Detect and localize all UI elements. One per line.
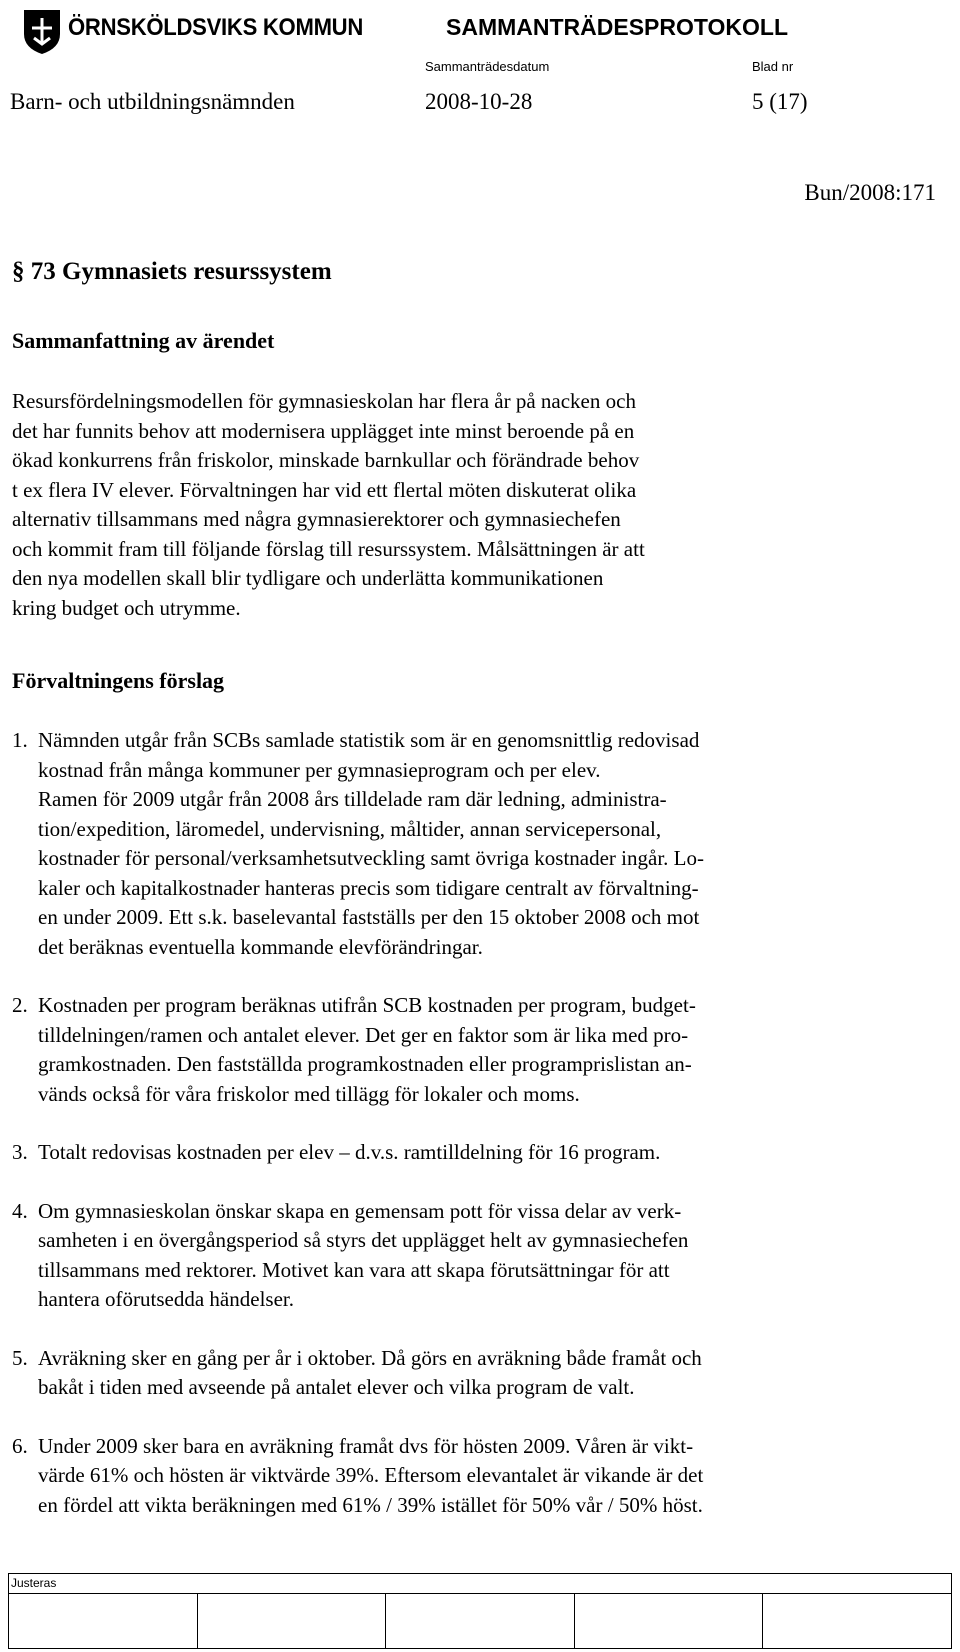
signature-table [8, 1573, 952, 1649]
document-type: SAMMANTRÄDESPROTOKOLL [446, 14, 789, 40]
summary-line: kring budget och utrymme. [12, 595, 241, 620]
summary-text [12, 387, 912, 623]
item-line: Under 2009 sker bara en avräkning framåt dvs för hösten 2009. Våren är vikt- [38, 1433, 694, 1458]
item-line: tilldelningen/ramen och antalet elever. Det ger en faktor som är lika med pro- [38, 1022, 689, 1047]
signature-box [386, 1594, 575, 1649]
item-line: hantera oförutsedda händelser. [38, 1287, 294, 1311]
summary-line: alternativ tillsammans med några gymnasierektorer och gymnasiechefen [12, 507, 621, 531]
item-line: kaler och kapitalkostnader hanteras precis som tidigare centralt av förvaltning- [38, 875, 699, 900]
page-label: Blad nr [752, 59, 794, 74]
item-line: värde 61% och hösten är viktvärde 39%. Eftersom elevantalet är vikande är det [38, 1463, 704, 1487]
summary-line: ökad konkurrens från friskolor, minskade barnkullar och förändrade behov [12, 448, 640, 472]
signature-box [197, 1594, 386, 1649]
item-line: Om gymnasieskolan önskar skapa en gemensam pott för vissa delar av verk- [38, 1198, 682, 1223]
committee-name: Barn- och utbildningsnämnden [10, 89, 295, 114]
item-line: Ramen för 2009 utgår från 2008 års tilldelade ram där ledning, administra- [38, 787, 667, 811]
proposal-item [12, 1344, 912, 1403]
item-line: samheten i en övergångsperiod så styrs det upplägget helt av gymnasiechefen [38, 1228, 689, 1252]
item-line: tion/expedition, läromedel, undervisning, måltider, annan servicepersonal, [38, 816, 662, 841]
item-number: 1. [12, 728, 28, 752]
item-number: 4. [12, 1198, 28, 1223]
signature-box [9, 1594, 198, 1649]
item-line: kostnad från många kommuner per gymnasieprogram och per elev. [38, 757, 601, 782]
item-line: Totalt redovisas kostnaden per elev – d.v.s. ramtilldelning för 16 program. [38, 1140, 661, 1164]
date-label: Sammanträdesdatum [425, 59, 550, 74]
section-title: § 73 Gymnasiets resurssystem [12, 258, 332, 285]
organization-name: ÖRNSKÖLDSVIKS KOMMUN [68, 14, 364, 41]
item-line: bakåt i tiden med avseende på antalet elever och vilka program de valt. [38, 1375, 635, 1399]
summary-heading: Sammanfattning av ärendet [12, 328, 275, 353]
summary-line: och kommit fram till följande förslag till resurssystem. Målsättningen är att [12, 536, 645, 561]
item-line: Avräkning sker en gång per år i oktober. Då görs en avräkning både framåt och [38, 1345, 702, 1370]
justeras-label: Justeras [9, 1574, 952, 1594]
item-number: 2. [12, 993, 28, 1017]
proposal-list [12, 726, 912, 1549]
signature-box [574, 1594, 763, 1649]
item-line: kostnader för personal/verksamhetsutveckling samt övriga kostnader ingår. Lo- [38, 846, 704, 870]
item-line: en fördel att vikta beräkningen med 61% / 39% istället för 50% vår / 50% höst. [38, 1492, 703, 1517]
summary-line: Resursfördelningsmodellen för gymnasieskolan har flera år på nacken och [12, 389, 636, 413]
item-line: en under 2009. Ett s.k. baselevantal fastställs per den 15 oktober 2008 och mot [38, 905, 700, 929]
proposal-heading: Förvaltningens förslag [12, 668, 225, 693]
case-reference: Bun/2008:171 [804, 180, 936, 205]
item-line: Kostnaden per program beräknas utifrån SCB kostnaden per program, budget- [38, 993, 696, 1017]
item-line: tillsammans med rektorer. Motivet kan vara att skapa förutsättningar för att [38, 1257, 670, 1282]
proposal-item [12, 1197, 912, 1315]
summary-line: t ex flera IV elever. Förvaltningen har vid ett flertal möten diskuterat olika [12, 477, 637, 502]
proposal-item [12, 726, 912, 962]
item-number: 5. [12, 1345, 28, 1370]
municipality-crest-icon [20, 8, 64, 56]
page-number: 5 (17) [752, 89, 808, 114]
item-number: 6. [12, 1433, 28, 1458]
summary-line: det har funnits behov att modernisera upplägget inte minst beroende på en [12, 418, 635, 443]
meeting-date: 2008-10-28 [425, 89, 533, 114]
item-line: vänds också för våra friskolor med tillägg för lokaler och moms. [38, 1081, 580, 1106]
item-number: 3. [12, 1140, 28, 1164]
proposal-item [12, 1432, 912, 1521]
item-line: gramkostnaden. Den fastställda programkostnaden eller programprislistan an- [38, 1052, 692, 1076]
summary-line: den nya modellen skall blir tydligare och underlätta kommunikationen [12, 566, 604, 590]
item-line: Nämnden utgår från SCBs samlade statistik som är en genomsnittlig redovisad [38, 728, 700, 752]
item-line: det beräknas eventuella kommande elevförändringar. [38, 934, 483, 959]
signature-box [763, 1594, 952, 1649]
proposal-item [12, 991, 912, 1109]
proposal-item [12, 1138, 912, 1168]
